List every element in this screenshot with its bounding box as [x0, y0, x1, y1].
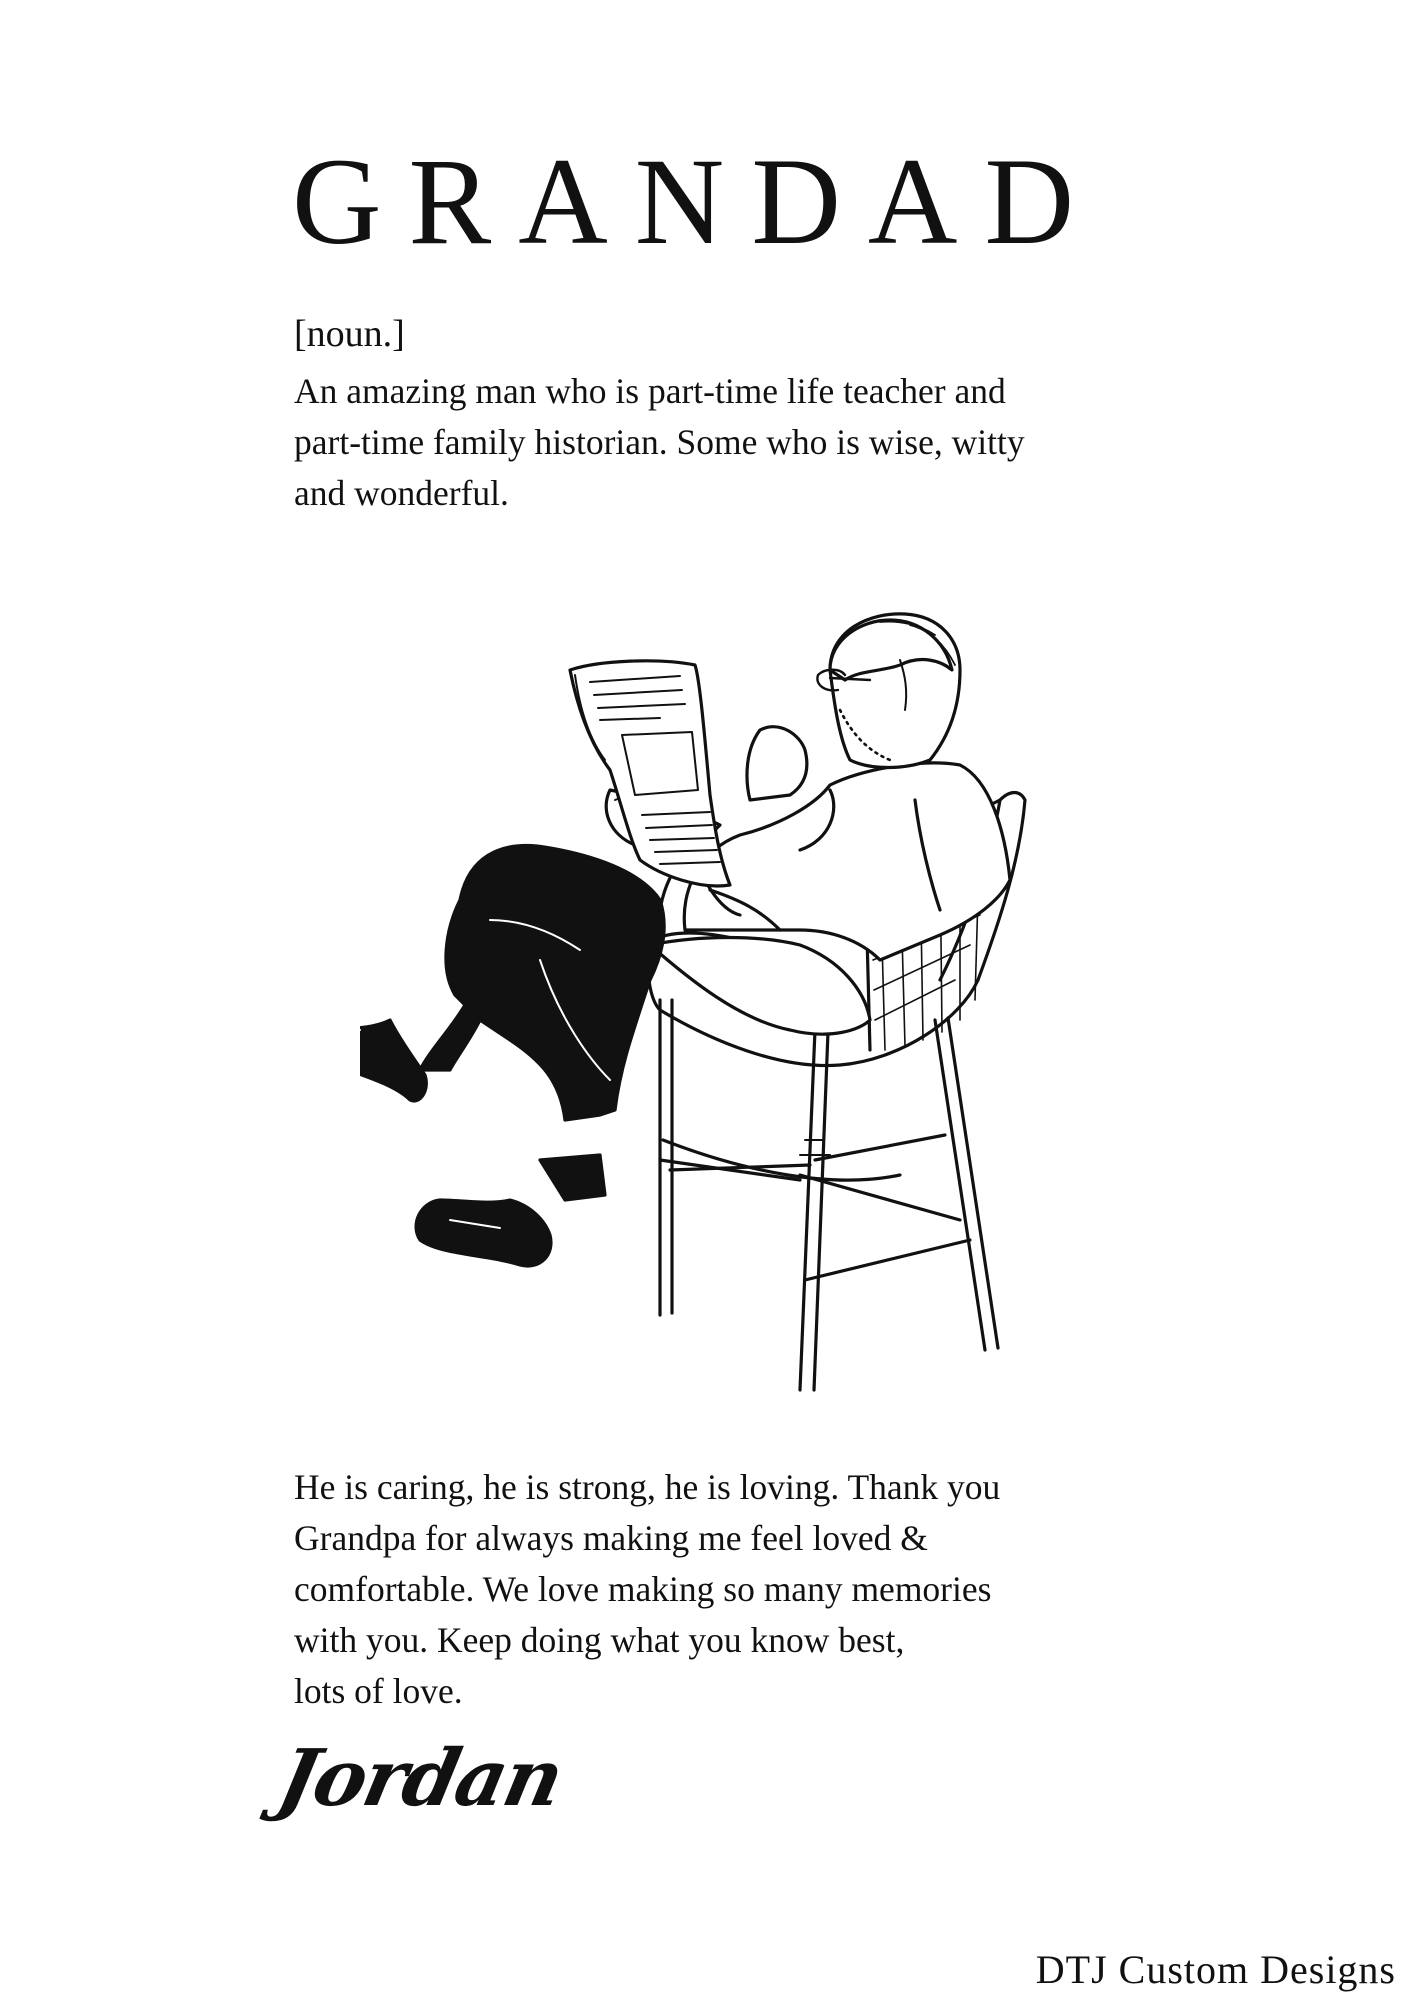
signature: Jordan: [270, 1733, 570, 1824]
definition-line: and wonderful.: [294, 473, 509, 513]
grandad-reading-illustration: [360, 600, 1060, 1400]
newspaper: [570, 661, 730, 886]
part-of-speech: [noun.]: [294, 313, 405, 355]
definition-line: part-time family historian. Some who is wise, witty: [294, 422, 1025, 462]
page-title: GRANDAD: [292, 133, 1101, 270]
message-line: with you. Keep doing what you know best,: [294, 1620, 905, 1660]
definition-text: [294, 366, 1174, 519]
man-head: [817, 614, 960, 768]
definition-line: An amazing man who is part-time life teacher and: [294, 371, 1006, 411]
chair-legs: [660, 1000, 998, 1390]
message-line: comfortable. We love making so many memories: [294, 1569, 992, 1609]
man-trousers: [420, 846, 664, 1120]
message-line: Grandpa for always making me feel loved &: [294, 1518, 928, 1558]
message-line: lots of love.: [294, 1671, 463, 1711]
message-text: [294, 1462, 1174, 1717]
message-line: He is caring, he is strong, he is loving. Thank you: [294, 1467, 1001, 1507]
brand-credit: DTJ Custom Designs: [1035, 1947, 1396, 1992]
